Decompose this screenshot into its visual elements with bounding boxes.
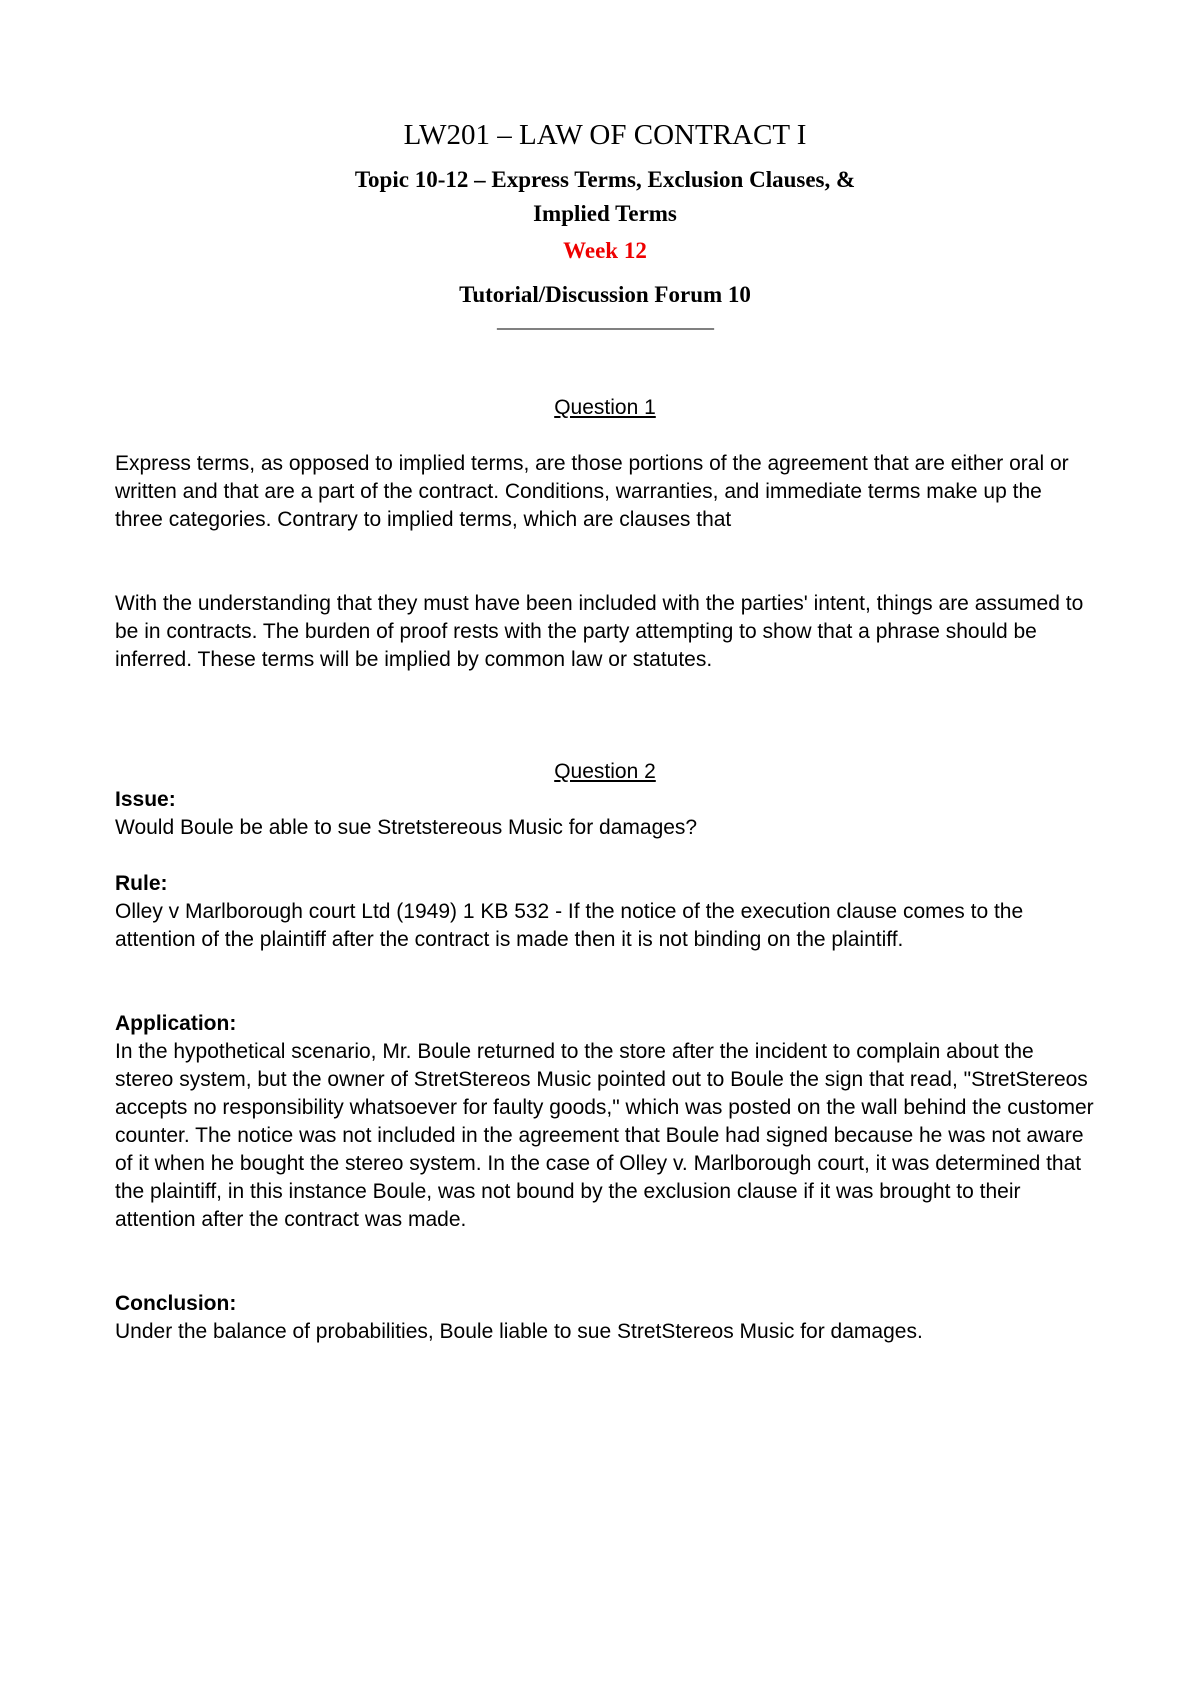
question-2-heading: Question 2 (554, 760, 656, 783)
rule-label: Rule: (115, 872, 168, 895)
question-1-paragraph-1: Express terms, as opposed to implied terms, are those portions of the agreement that are either oral or written and that are a part of the contract. Conditions, warranties, and immediate terms make up the three categories. Contrary to implied terms, which are clauses that (115, 452, 1069, 531)
question-1-paragraph-2: With the understanding that they must have been included with the parties' intent, things are assumed to be in contracts. The burden of proof rests with the party attempting to show that a phrase should be inferred. These terms will be implied by common law or statutes. (115, 592, 1084, 671)
topic-line-1: Topic 10-12 – Express Terms, Exclusion Clauses, & (354, 167, 856, 192)
topic-line-2: Implied Terms (533, 201, 677, 226)
conclusion-text: Under the balance of probabilities, Boule liable to sue StretStereos Music for damages. (115, 1320, 923, 1343)
issue-label: Issue: (115, 788, 176, 811)
application-section (115, 1010, 1095, 1234)
topic-heading (115, 163, 1095, 231)
header-divider: ________________________ (497, 310, 713, 332)
application-label: Application: (115, 1012, 237, 1035)
conclusion-label: Conclusion: (115, 1292, 237, 1315)
issue-section (115, 786, 1095, 842)
rule-section (115, 870, 1095, 954)
document-title: LW201 – LAW OF CONTRACT I (403, 119, 807, 151)
rule-text: Olley v Marlborough court Ltd (1949) 1 KB 532 - If the notice of the execution clause comes to the attention of the plaintiff after the contract is made then it is not binding on the plaintiff. (115, 900, 1024, 951)
conclusion-section (115, 1290, 1095, 1346)
forum-title: Tutorial/Discussion Forum 10 (459, 282, 751, 307)
application-text: In the hypothetical scenario, Mr. Boule returned to the store after the incident to complain about the stereo system, but the owner of StretStereos Music pointed out to Boule the sign that read, "StretStereos accepts no responsibility whatsoever for faulty goods," which was posted on the wall behind the customer counter. The notice was not included in the agreement that Boule had signed because he was not aware of it when he bought the stereo system. In the case of Olley v. Marlborough court, it was determined that the plaintiff, in this instance Boule, was not bound by the exclusion clause if it was brought to their attention after the contract was made. (115, 1040, 1094, 1231)
question-1-heading: Question 1 (554, 396, 656, 419)
issue-text: Would Boule be able to sue Stretstereous Music for damages? (115, 816, 698, 839)
week-label: Week 12 (563, 238, 647, 263)
